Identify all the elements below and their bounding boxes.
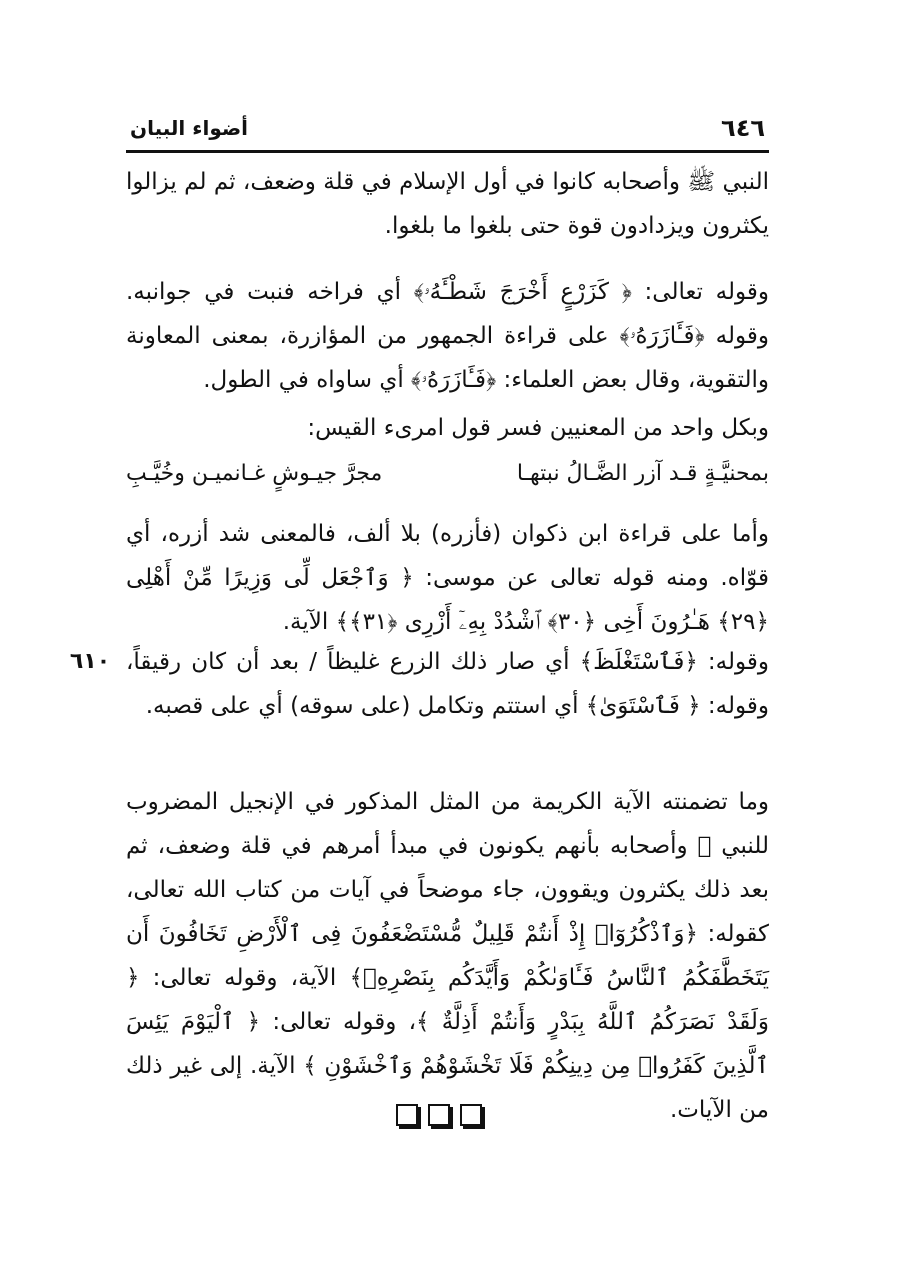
book-title: أضواء البيان: [130, 116, 249, 140]
verse-hemistich-first: بمحنيَّـةٍ قـد آزر الضَّـالُ نبتهـا: [516, 461, 769, 486]
page-header: [126, 110, 769, 153]
paragraph-2: وقوله تعالى: ﴿ كَزَرْعٍ أَخْرَجَ شَطْـَٔهُۥ﴾ أي فراخه فنبت في جوانبه. وقوله ﴿فَـَٔازَرَهُۥ﴾ على قراءة الجمهور من المؤازرة، بمعنى المعاونة والتقوية، وقال بعض العلماء: ﴿فَـَٔازَرَهُۥ﴾ أي ساواه في الطول.: [126, 279, 769, 393]
ornament-box: [428, 1104, 450, 1126]
margin-page-marker: ٦١٠: [69, 649, 111, 674]
poetry-verse: [126, 452, 769, 496]
paragraph-3: وبكل واحد من المعنيين فسر قول امرىء القيس:: [307, 415, 769, 441]
paragraph-6: وما تضمنته الآية الكريمة من المثل المذكور في الإنجيل المضروب للنبي ﷺ وأصحابه بأنهم يكونون في مبدأ أمرهم في قلة وضعف، ثم بعد ذلك يكثرون ويقوون، جاء موضحاً في آيات من كتاب الله تعالى، كقوله: ﴿وَٱذْكُرُوٓا۟ إِذْ أَنتُمْ قَلِيلٌ مُّسْتَضْعَفُونَ فِى ٱلْأَرْضِ تَخَافُونَ أَن يَتَخَطَّفَكُمُ ٱلنَّاسُ فَـَٔاوَىٰكُمْ وَأَيَّدَكُم بِنَصْرِهِۦ﴾ الآية، وقوله تعالى: ﴿ وَلَقَدْ نَصَرَكُمُ ٱللَّهُ بِبَدْرٍ وَأَنتُمْ أَذِلَّةٌ ﴾، وقوله تعالى: ﴿ ٱلْيَوْمَ يَئِسَ ٱلَّذِينَ كَفَرُوا۟ مِن دِينِكُمْ فَلَا تَخْشَوْهُمْ وَٱخْشَوْنِ ﴾ الآية. إلى غير ذلك من الآيات.: [126, 789, 769, 1123]
verse-hemistich-second: مجرَّ جيـوشٍ غـانميـن وخُيَّـبِ: [126, 461, 383, 486]
paragraph-5: وقوله: ﴿فَٱسْتَغْلَظَ﴾ أي صار ذلك الزرع غليظاً / بعد أن كان رقيقاً، وقوله: ﴿ فَٱسْتَوَىٰ﴾ أي استتم وتكامل (على سوقه) أي على قصبه.: [126, 649, 769, 719]
paragraph-1: النبي ﷺ وأصحابه كانوا في أول الإسلام في قلة وضعف، ثم لم يزالوا يكثرون ويزدادون قوة حتى بلغوا ما بلغوا.: [126, 169, 769, 239]
ornament-box: [460, 1104, 482, 1126]
paragraph-4: وأما على قراءة ابن ذكوان (فأزره) بلا ألف، فالمعنى شد أزره، أي قوّاه. ومنه قوله تعالى عن موسى: ﴿ وَٱجْعَل لِّى وَزِيرًا مِّنْ أَهْلِى ﴿٢٩﴾ هَـٰرُونَ أَخِى ﴿٣٠﴾ ٱشْدُدْ بِهِۦٓ أَزْرِى ﴿٣١﴾﴾ الآية.: [126, 521, 769, 635]
ornament-box: [396, 1104, 418, 1126]
section-end-ornament: [396, 1104, 506, 1130]
page-number: ٦٤٦: [721, 114, 765, 142]
